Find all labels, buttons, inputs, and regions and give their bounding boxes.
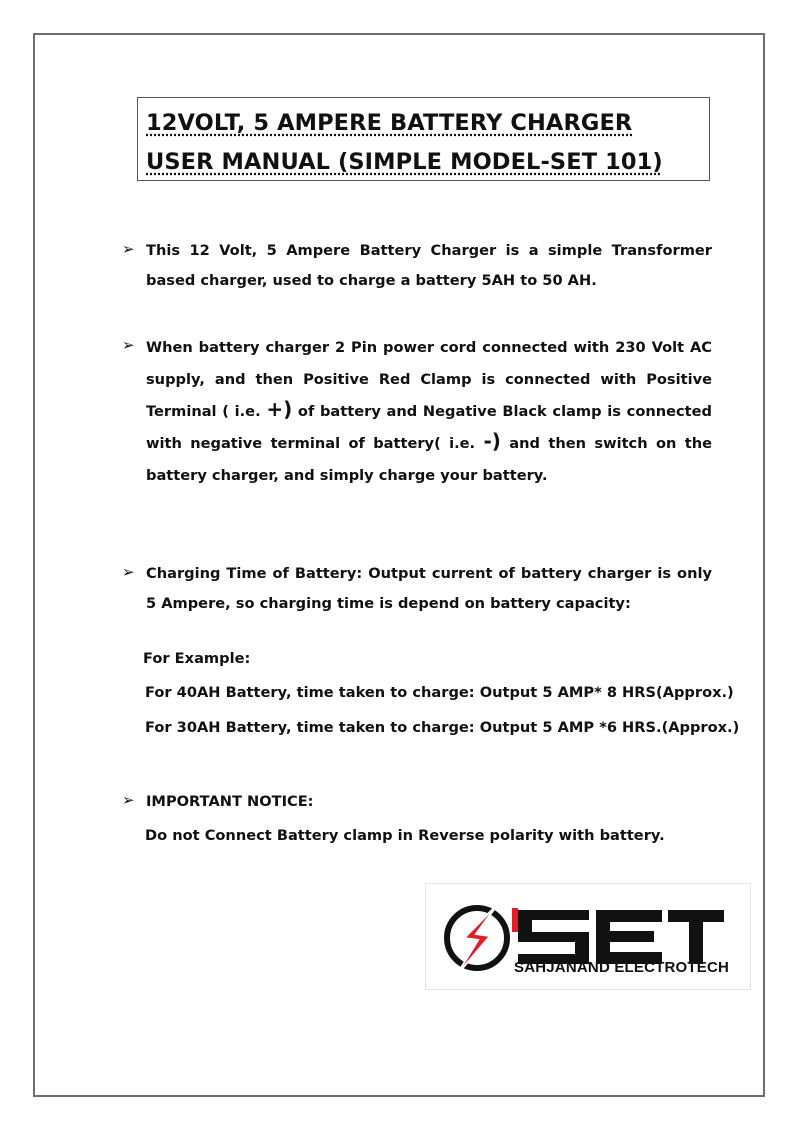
bullet-arrow-icon: ➢ xyxy=(122,563,135,581)
title-line-2: USER MANUAL (SIMPLE MODEL-SET 101) xyxy=(146,149,663,175)
company-logo xyxy=(425,883,751,990)
example-line-30ah: For 30AH Battery, time taken to charge: Output 5 AMP *6 HRS.(Approx.) xyxy=(145,719,740,736)
bullet-arrow-icon: ➢ xyxy=(122,791,135,809)
plus-sign: +) xyxy=(266,397,293,421)
notice-text: Do not Connect Battery clamp in Reverse polarity with battery. xyxy=(145,827,665,844)
bullet-text-part: When battery charger 2 Pin power cord connected with 230 Volt AC supply, and then Positive Red Clamp is connected with Positive Terminal ( i.e. xyxy=(146,339,712,420)
bullet-arrow-icon: ➢ xyxy=(122,336,135,354)
bullet-arrow-icon: ➢ xyxy=(122,240,135,258)
company-name: SAHJANAND ELECTROTECH xyxy=(514,959,730,976)
example-line-40ah: For 40AH Battery, time taken to charge: Output 5 AMP* 8 HRS(Approx.) xyxy=(145,684,734,701)
example-heading: For Example: xyxy=(143,650,251,667)
bullet-item-charging-time xyxy=(122,559,712,618)
bullet-item-notice xyxy=(122,787,712,817)
bullet-text: Charging Time of Battery: Output current of battery charger is only 5 Ampere, so charging time is depend on battery capacity: xyxy=(146,565,712,612)
bullet-text-part: of battery and Negative Black clamp is connected with negative terminal of battery( i.e. xyxy=(146,403,712,452)
document-title-box xyxy=(137,97,710,181)
bullet-item-description xyxy=(122,236,712,295)
title-line-1: 12VOLT, 5 AMPERE BATTERY CHARGER xyxy=(146,110,633,136)
bullet-text-part: and then switch on the battery charger, and simply charge your battery. xyxy=(146,435,713,484)
bullet-text: This 12 Volt, 5 Ampere Battery Charger is a simple Transformer based charger, used to charge a battery 5AH to 50 AH. xyxy=(146,242,712,289)
bullet-item-connection xyxy=(122,332,712,492)
bullet-text: IMPORTANT NOTICE: xyxy=(146,793,314,810)
minus-sign: -) xyxy=(483,429,501,453)
bullet-text xyxy=(146,332,712,492)
